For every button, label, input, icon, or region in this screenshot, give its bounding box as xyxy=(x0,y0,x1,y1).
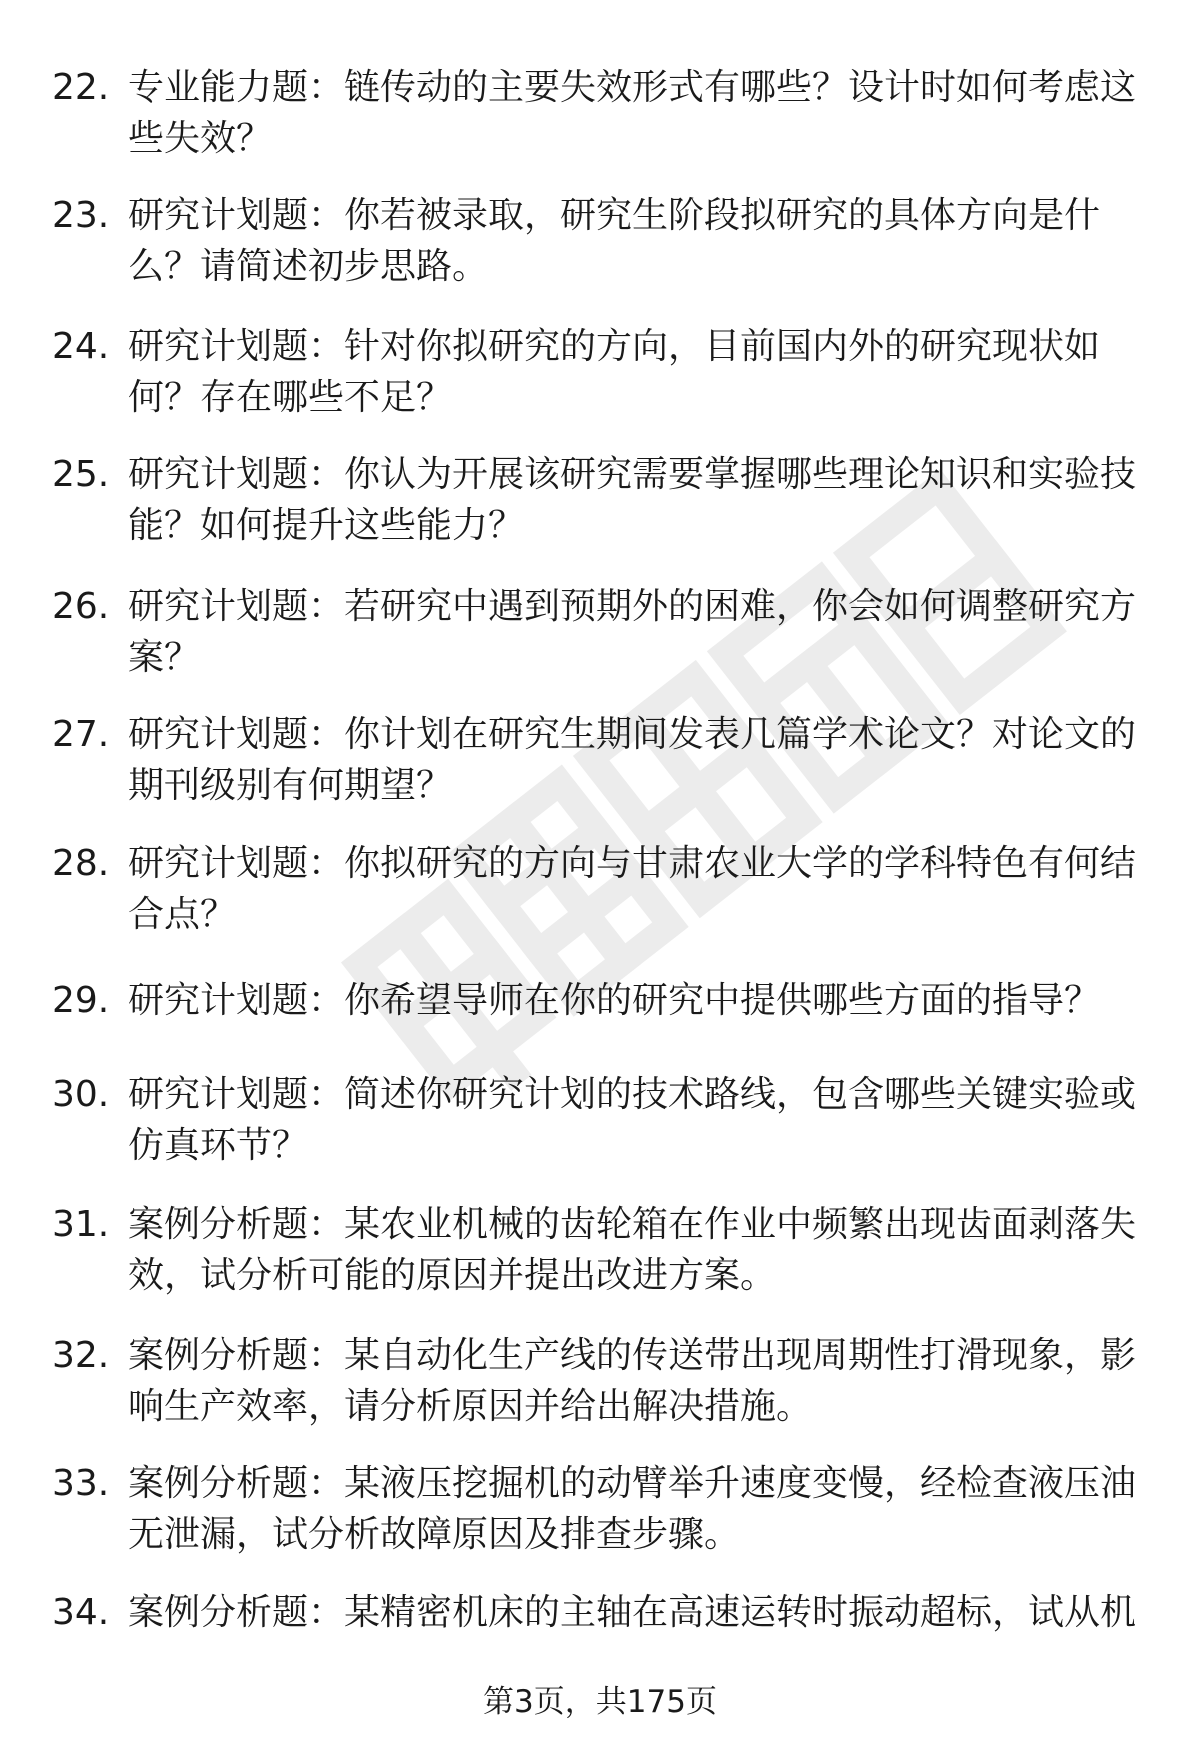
question-item xyxy=(52,190,1152,292)
question-number: 28. xyxy=(52,843,110,884)
question-number: 23. xyxy=(52,195,110,236)
question-text: 研究计划题：你希望导师在你的研究中提供哪些方面的指导？ xyxy=(128,980,1101,1021)
question-text: 研究计划题：你认为开展该研究需要掌握哪些理论知识和实验技能？如何提升这些能力？ xyxy=(128,454,1137,546)
question-item xyxy=(52,449,1152,551)
question-number: 25. xyxy=(52,454,110,495)
question-number: 26. xyxy=(52,586,110,627)
question-number: 29. xyxy=(52,980,110,1021)
question-item xyxy=(52,1199,1152,1301)
question-number: 33. xyxy=(52,1463,110,1504)
question-text: 研究计划题：若研究中遇到预期外的困难，你会如何调整研究方案？ xyxy=(128,586,1137,678)
question-text: 研究计划题：你拟研究的方向与甘肃农业大学的学科特色有何结合点？ xyxy=(128,843,1137,935)
question-item xyxy=(52,581,1152,683)
question-text: 案例分析题：某农业机械的齿轮箱在作业中频繁出现齿面剥落失效，试分析可能的原因并提出改进方案。 xyxy=(128,1204,1137,1296)
page-indicator: 第3页，共175页 xyxy=(483,1684,717,1720)
question-text: 研究计划题：简述你研究计划的技术路线，包含哪些关键实验或仿真环节？ xyxy=(128,1074,1137,1166)
question-text: 案例分析题：某自动化生产线的传送带出现周期性打滑现象，影响生产效率，请分析原因并给出解决措施。 xyxy=(128,1335,1137,1427)
question-number: 32. xyxy=(52,1335,110,1376)
question-text: 案例分析题：某精密机床的主轴在高速运转时振动超标，试从机 xyxy=(128,1592,1137,1633)
question-item xyxy=(52,1330,1152,1432)
question-item xyxy=(52,975,1152,1026)
question-item xyxy=(52,1587,1152,1638)
question-item xyxy=(52,321,1152,423)
question-item xyxy=(52,1458,1152,1560)
question-number: 27. xyxy=(52,714,110,755)
question-item xyxy=(52,1069,1152,1171)
question-text: 研究计划题：你计划在研究生期间发表几篇学术论文？对论文的期刊级别有何期望？ xyxy=(128,714,1137,806)
question-number: 24. xyxy=(52,326,110,367)
question-item xyxy=(52,709,1152,811)
question-text: 研究计划题：你若被录取，研究生阶段拟研究的具体方向是什么？请简述初步思路。 xyxy=(128,195,1101,287)
question-item xyxy=(52,62,1152,164)
question-number: 34. xyxy=(52,1592,110,1633)
question-text: 专业能力题：链传动的主要失效形式有哪些？设计时如何考虑这些失效？ xyxy=(128,67,1137,159)
question-number: 22. xyxy=(52,67,110,108)
question-number: 31. xyxy=(52,1204,110,1245)
question-text: 研究计划题：针对你拟研究的方向，目前国内外的研究现状如何？存在哪些不足？ xyxy=(128,326,1101,418)
question-item xyxy=(52,838,1152,940)
question-text: 案例分析题：某液压挖掘机的动臂举升速度变慢，经检查液压油无泄漏，试分析故障原因及排查步骤。 xyxy=(128,1463,1137,1555)
question-number: 30. xyxy=(52,1074,110,1115)
